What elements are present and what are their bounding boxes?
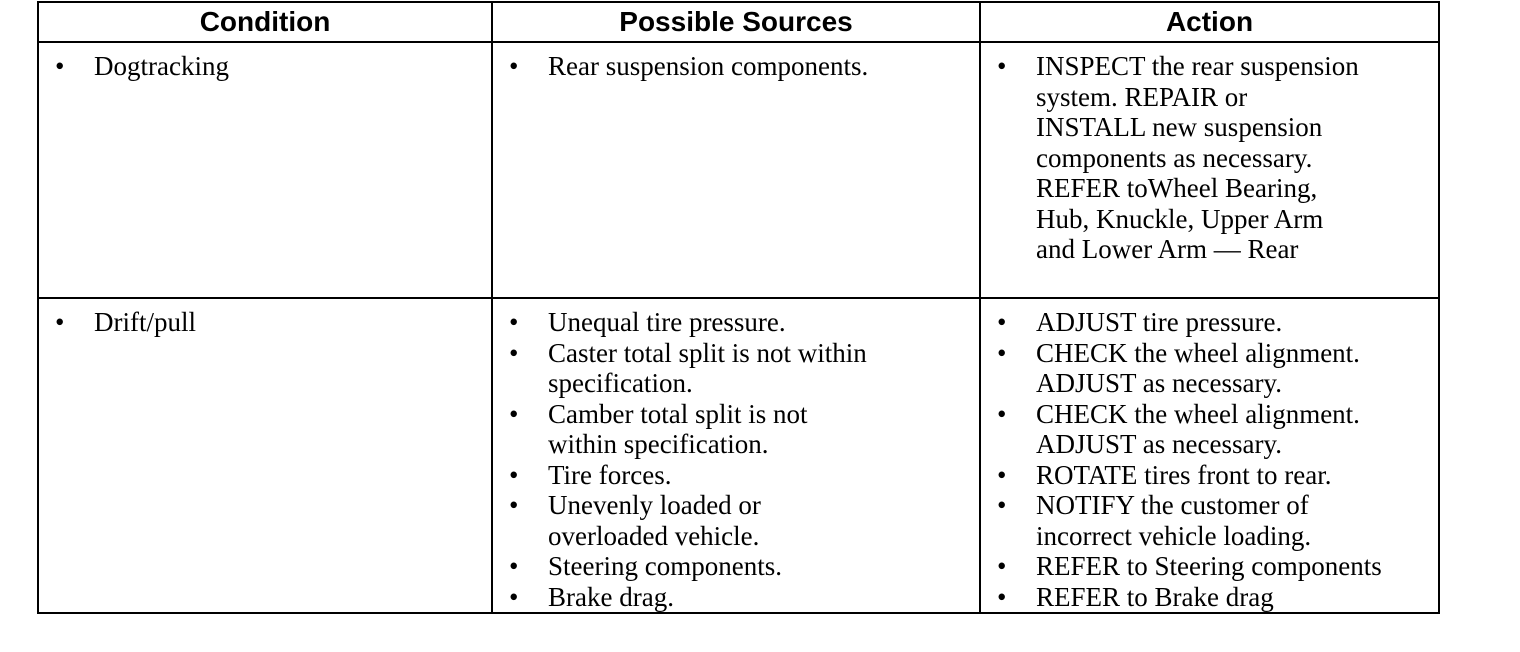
list-item-text: ADJUST tire pressure. bbox=[1036, 307, 1283, 337]
list-item bbox=[493, 399, 979, 460]
list-item-text: Camber total split is not within specification. bbox=[548, 398, 808, 459]
list-item-text: Unevenly loaded or overloaded vehicle. bbox=[548, 490, 761, 551]
condition-cell bbox=[38, 42, 492, 298]
bullet-icon: • bbox=[55, 51, 65, 81]
list-item-text: CHECK the wheel alignment. ADJUST as necessary. bbox=[1036, 398, 1360, 459]
bullet-icon: • bbox=[997, 51, 1007, 81]
bullet-icon: • bbox=[997, 551, 1007, 581]
bullet-icon: • bbox=[509, 307, 519, 337]
condition-cell bbox=[38, 298, 492, 613]
list-item bbox=[493, 551, 979, 582]
list-item bbox=[493, 490, 979, 551]
bullet-icon: • bbox=[997, 337, 1007, 368]
table-row bbox=[38, 42, 1439, 298]
header-action: Action bbox=[980, 2, 1439, 42]
sources-cell bbox=[492, 42, 980, 298]
list-item bbox=[981, 460, 1438, 491]
header-possible-sources: Possible Sources bbox=[492, 2, 980, 42]
bullet-icon: • bbox=[509, 51, 519, 81]
condition-list bbox=[39, 299, 491, 338]
sources-list bbox=[493, 299, 979, 612]
list-item bbox=[493, 51, 979, 82]
table-row bbox=[38, 298, 1439, 613]
bullet-icon: • bbox=[55, 307, 65, 337]
list-item bbox=[981, 490, 1438, 551]
bullet-icon: • bbox=[509, 581, 519, 612]
list-item bbox=[493, 582, 979, 613]
bullet-icon: • bbox=[509, 490, 519, 520]
list-item-text: REFER to Brake drag bbox=[1036, 581, 1274, 612]
list-item bbox=[981, 307, 1438, 338]
header-condition: Condition bbox=[38, 2, 492, 42]
header-row bbox=[38, 2, 1439, 42]
list-item bbox=[981, 399, 1438, 460]
bullet-icon: • bbox=[509, 551, 519, 581]
list-item-text: Dogtracking bbox=[94, 51, 229, 81]
diagnosis-table bbox=[37, 1, 1440, 614]
bullet-icon: • bbox=[997, 398, 1007, 429]
bullet-icon: • bbox=[997, 581, 1007, 612]
list-item-text: Rear suspension components. bbox=[548, 51, 869, 81]
list-item-text: Drift/pull bbox=[94, 307, 196, 337]
list-item bbox=[981, 51, 1438, 265]
list-item-text: Tire forces. bbox=[548, 459, 672, 490]
list-item-text: Brake drag. bbox=[548, 581, 674, 612]
list-item bbox=[981, 551, 1438, 582]
action-list bbox=[981, 43, 1438, 265]
list-item bbox=[493, 307, 979, 338]
list-item-text: ROTATE tires front to rear. bbox=[1036, 459, 1332, 490]
bullet-icon: • bbox=[997, 490, 1007, 520]
list-item-text: Unequal tire pressure. bbox=[548, 307, 786, 337]
list-item bbox=[39, 51, 491, 82]
list-item-text: REFER to Steering components bbox=[1036, 551, 1382, 581]
list-item bbox=[981, 582, 1438, 613]
bullet-icon: • bbox=[997, 307, 1007, 337]
list-item-text: INSPECT the rear suspension system. REPAIR or INSTALL new suspension components as necessary. REFER toWheel Bearing, Hub, Knuckle, Upper Arm and Lower Arm — Rear bbox=[1036, 51, 1359, 264]
bullet-icon: • bbox=[509, 337, 519, 368]
action-cell bbox=[980, 298, 1439, 613]
bullet-icon: • bbox=[509, 459, 519, 490]
list-item-text: NOTIFY the customer of incorrect vehicle loading. bbox=[1036, 490, 1312, 551]
list-item-text: CHECK the wheel alignment. ADJUST as necessary. bbox=[1036, 337, 1360, 398]
sources-list bbox=[493, 43, 979, 82]
bullet-icon: • bbox=[509, 398, 519, 429]
sources-cell bbox=[492, 298, 980, 613]
list-item-text: Caster total split is not within specification. bbox=[548, 337, 867, 398]
list-item-text: Steering components. bbox=[548, 551, 782, 581]
condition-list bbox=[39, 43, 491, 82]
action-cell bbox=[980, 42, 1439, 298]
bullet-icon: • bbox=[997, 459, 1007, 490]
list-item bbox=[981, 338, 1438, 399]
list-item bbox=[493, 460, 979, 491]
list-item bbox=[493, 338, 979, 399]
action-list bbox=[981, 299, 1438, 612]
list-item bbox=[39, 307, 491, 338]
